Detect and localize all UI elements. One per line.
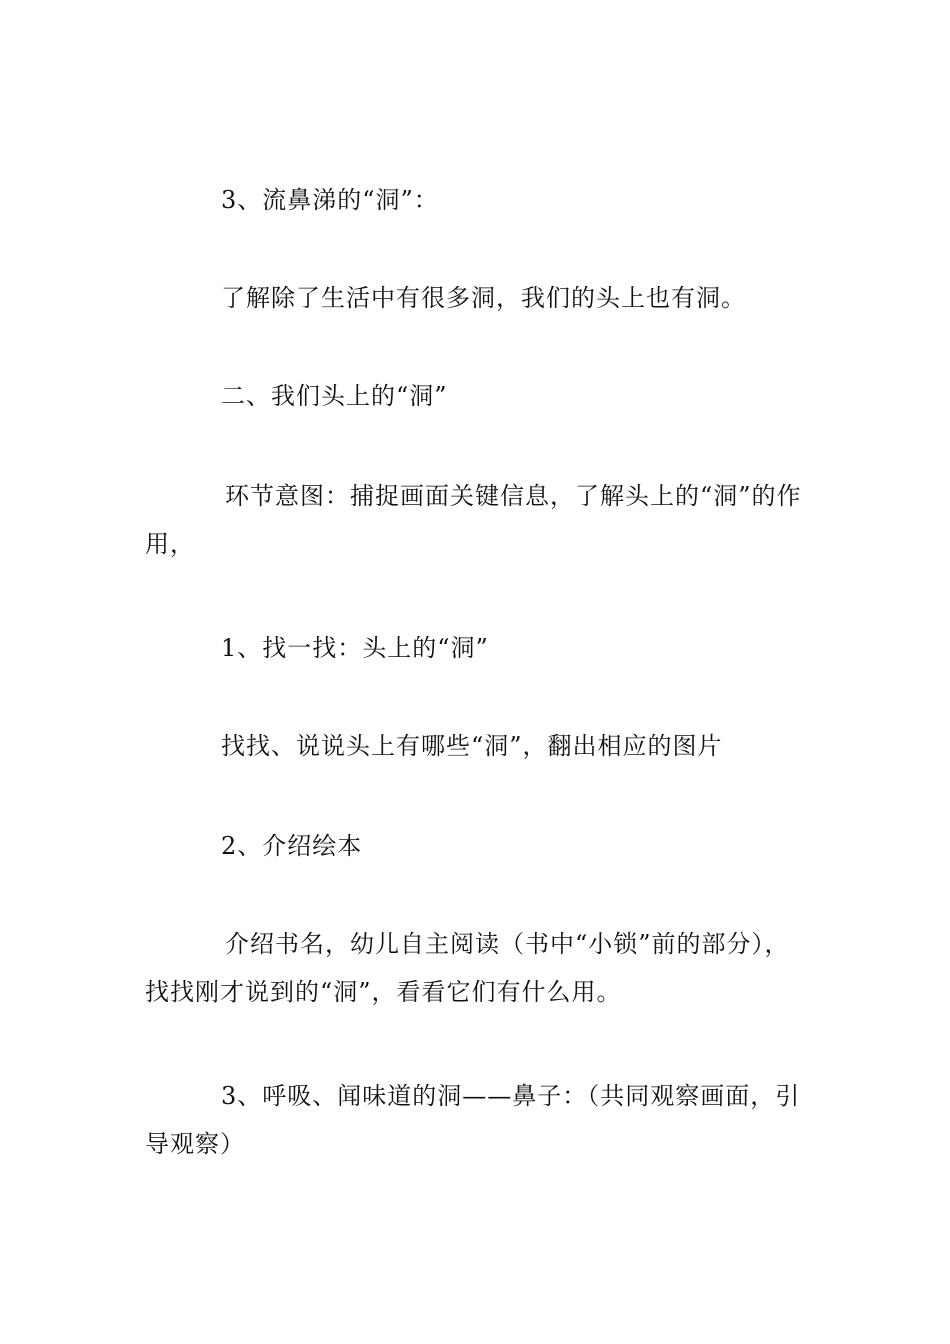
paragraph-runny-nose-hole: 3、流鼻涕的“洞”： [221,186,439,214]
paragraph-nose-observation: 3、呼吸、闻味道的洞——鼻子：（共同观察画面，引导观察） [145,1082,801,1158]
paragraph-find-holes: 1、找一找：头上的“洞” [221,634,489,662]
paragraph-head-holes-intro: 了解除了生活中有很多洞，我们的头上也有洞。 [221,284,746,312]
paragraph-section-intent: 环节意图：捕捉画面关键信息，了解头上的“洞”的作用， [145,482,802,558]
paragraph-find-and-say: 找找、说说头上有哪些“洞”，翻出相应的图片 [221,732,723,760]
section-heading-holes-on-head: 二、我们头上的“洞” [221,382,448,410]
paragraph-introduce-picture-book: 2、介绍绘本 [221,832,363,860]
paragraph-reading-activity: 介绍书名，幼儿自主阅读（书中“小锁”前的部分），找找刚才说到的“洞”，看看它们有什么用。 [145,930,790,1006]
